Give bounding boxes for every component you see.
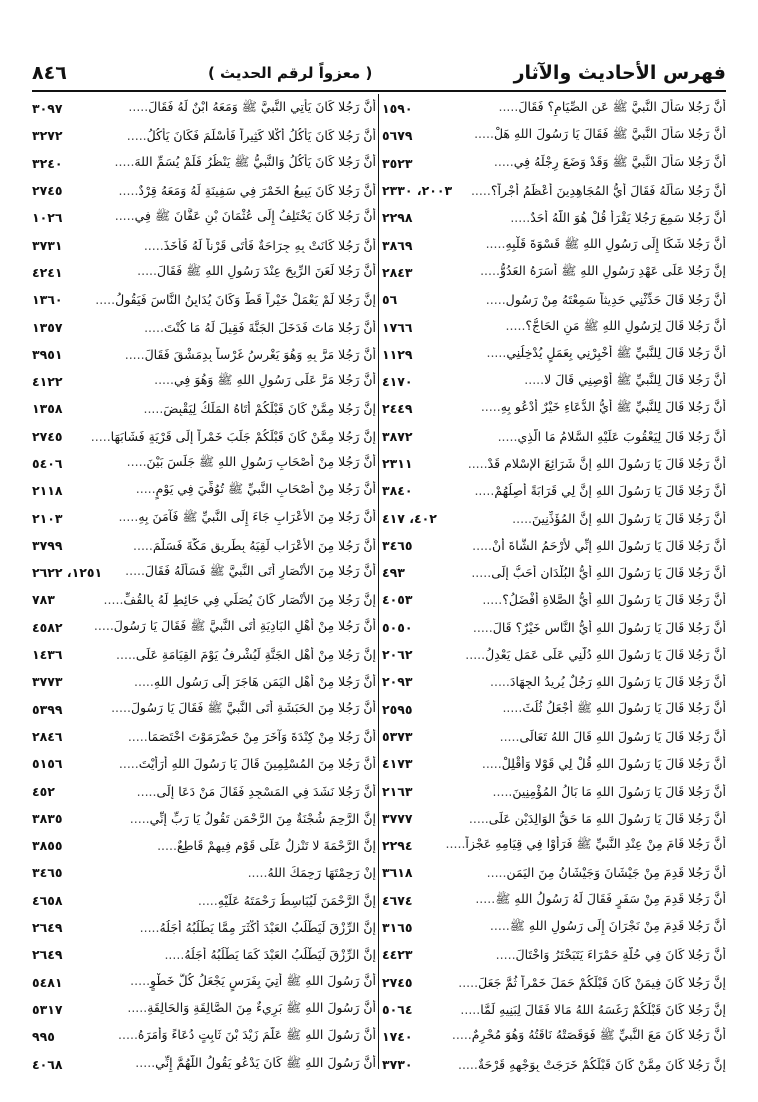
index-entry (32, 696, 376, 723)
entry-ref-number: ٣٨٦٩ (382, 237, 413, 253)
index-entry (32, 286, 376, 313)
index-entry (32, 341, 376, 368)
index-entry (382, 859, 726, 886)
entry-text: إنَّ الرَّحْمَةَ لا تَنْزِلُ عَلَى قَوْمٍ فِيهِمْ قَاطِعٌ ..... (69, 838, 376, 853)
entry-text: أنَّ رَجُلا مِنْ أَصْحَابِ النَّبيِّ ﷺ تُوُفِّيَ فِي يَوْمٍ ..... (69, 481, 376, 500)
index-entry (382, 832, 726, 859)
entry-text: أنَّ رَجُلا مَرَّ عَلَى رَسُولِ اللهِ ﷺ وَهُوَ فِي ..... (69, 372, 376, 391)
page-title: فهرس الأحاديث والآثار (513, 62, 726, 84)
entry-text: أنَّ رَجُلا قَالَ يَا رَسُولَ اللهِ أَيُّ النَّاسِ خَيْرٌ؟ قَالَ ..... (419, 620, 726, 635)
entry-text: أنَّ رَسُولَ اللهِ ﷺ كَانَ يَدْعُو يَقُولُ اللَّهُمَّ إِنِّي ..... (69, 1055, 376, 1074)
index-entry (382, 231, 726, 258)
entry-text: إنَّ رَجُلا كَانَ فِيمَنْ كَانَ قَبْلَكُمْ حَمَلَ خَمْراً ثُمَّ جَعَلَ ..... (419, 975, 726, 990)
entry-ref-number: ٣٢٧٢ (32, 128, 63, 144)
entry-ref-number: ٢٤٤٩ (382, 401, 413, 417)
entry-ref-number: ٤٦٧٤ (382, 892, 413, 908)
entry-text: أنَّ رَجُلا نَشَدَ فِي المَسْجِدِ فَقَالَ مَنْ دَعَا إِلَى ..... (61, 784, 376, 799)
entry-text: أنَّ رَجُلا كَانَ فِي حُلَّةٍ حَمْرَاءَ يَتَبَخْتَرُ وَاخْتَالَ ..... (419, 947, 726, 962)
index-entry (382, 887, 726, 914)
entry-text: أنَّ رَجُلا كَانَ يَأْكُلُ أَكْلا كَثِيراً فَأَسْلَمَ فَكَانَ يَأْكُلُ ..... (69, 128, 376, 143)
entry-ref-number: ٥٤٠٦ (32, 456, 63, 471)
entry-text: أنَّ رَجُلا سَأَلَ النَّبيَّ ﷺ عَن الصِّيَامِ؟ فَقَالَ ..... (419, 99, 726, 118)
entry-text: أنَّ رَجُلا كَانَ يَأْتِي النَّبيَّ ﷺ وَمَعَهُ ابْنٌ لَهُ فَقَالَ ..... (69, 99, 376, 118)
entry-ref-number: ٢٣١١ (382, 456, 413, 471)
entry-ref-number: ٢١١٨ (32, 483, 63, 499)
entry-ref-number: ٩٩٥ (32, 1029, 55, 1045)
entry-text: أنَّ رَجُلا مِنْ أَصْحَابِ رَسُولِ اللهِ ﷺ جَلَسَ بَيْنَ ..... (69, 454, 376, 473)
entry-ref-number: ٤٦٥٨ (32, 892, 63, 908)
header-rule (32, 90, 726, 92)
index-entry (32, 832, 376, 859)
entry-text: أنَّ رَجُلا قَالَ لِلنَّبيِّ ﷺ أَوْصِنِي قَالَ لا ..... (419, 372, 726, 391)
entry-ref-number: ١٢٥١، ٢٦٢٢ (32, 565, 103, 581)
index-entry (382, 477, 726, 504)
entry-ref-number: ٣١٦٥ (382, 920, 413, 936)
index-entry (32, 177, 376, 204)
index-entry (382, 1023, 726, 1050)
entry-ref-number: ٢٨٤٣ (382, 264, 413, 280)
entry-text: أنَّ رَجُلا قَالَ يَا رَسُولَ اللهِ دُلَّنِي عَلَى عَمَلٍ يَعْدِلُ ..... (419, 647, 726, 662)
entry-text: إنَّ الرِّزْقَ لَيَطْلُبُ العَبْدَ كَمَا يَطْلُبُهُ أَجَلُهُ ..... (69, 947, 376, 962)
index-entry (382, 368, 726, 395)
entry-text: أنَّ رَجُلا مَاتَ فَدَخَلَ الجَنَّةَ فَقِيلَ لَهُ مَا كُنْتَ ..... (69, 320, 376, 335)
entry-ref-number: ٤٠٦٨ (32, 1056, 63, 1072)
index-entry (32, 1023, 376, 1050)
index-entry (382, 204, 726, 231)
entry-text: إنْ رَحِمْتَهَا رَحِمَكَ اللهُ ..... (69, 865, 376, 880)
index-entry (32, 450, 376, 477)
entry-text: أنَّ رَجُلا لَعَنَ الرِّيحَ عِنْدَ رَسُولِ اللهِ ﷺ فَقَالَ ..... (69, 263, 376, 282)
index-entry (32, 859, 376, 886)
entry-text: إنَّ رَجُلا مِمَّنْ كَانَ قَبْلَكُمْ أَتَاهُ المَلَكُ لِيَقْبِضَ ..... (69, 401, 376, 416)
entry-text: أنَّ رَجُلا مِنَ المُسْلِمِينَ قَالَ يَا رَسُولَ اللهِ أَرَأَيْتَ ..... (69, 756, 376, 771)
page-header (32, 58, 726, 88)
entry-ref-number: ٣٨٧٢ (382, 428, 413, 444)
entry-ref-number: ٣٧٩٩ (32, 537, 63, 553)
entry-text: أنَّ رَجُلا قَالَ يَا رَسُولَ اللهِ إِنَّ لِي قَرَابَةً أَصِلُهُمْ ..... (419, 483, 726, 498)
index-entry (382, 177, 726, 204)
entry-ref-number: ١٥٩٠ (382, 101, 413, 117)
entry-ref-number: ٣٢٤٠ (32, 155, 63, 171)
index-entry (32, 805, 376, 832)
entry-ref-number: ٥٦ (382, 292, 398, 308)
entry-text: أنَّ رَجُلا قَالَ يَا رَسُولَ اللهِ إِنَّ شَرَائِعَ الإِسْلامِ قَدْ ..... (419, 456, 726, 471)
index-entry (32, 95, 376, 122)
entry-ref-number: ١٧٦٦ (382, 319, 413, 335)
entry-ref-number: ٢٧٤٥ (32, 183, 63, 199)
entry-text: إنَّ رَجُلا عَلَى عَهْدِ رَسُولِ اللهِ ﷺ أَسَرَهُ العَدُوُّ ..... (419, 263, 726, 282)
index-entry (32, 668, 376, 695)
entry-text: أنَّ رَجُلا مِنَ الأَنْصَارِ أَتَى النَّبيَّ ﷺ فَسَأَلَهُ فَقَالَ ..... (108, 563, 376, 582)
entry-text: أنَّ رَجُلا شَكَا إِلَى رَسُولِ اللهِ ﷺ قَسْوَةَ قَلْبِهِ ..... (419, 236, 726, 255)
index-entry (382, 750, 726, 777)
entry-ref-number: ٣٧٣١ (32, 237, 63, 253)
index-entry (382, 313, 726, 340)
index-entry (382, 668, 726, 695)
entry-text: أنَّ رَجُلا قَالَ يَا رَسُولَ اللهِ قَالَ اللهُ تَعَالَى ..... (419, 729, 726, 744)
entry-text: أنَّ رَجُلا قَالَ يَا رَسُولَ اللهِ مَا بَالُ المُؤْمِنِينَ ..... (419, 784, 726, 799)
entry-text: أنَّ رَسُولَ اللهِ ﷺ عَلَّمَ زَيْدَ بْنَ ثَابِتٍ دُعَاءً وَأَمَرَهُ ..... (61, 1027, 376, 1046)
index-entry (32, 641, 376, 668)
index-entry (32, 996, 376, 1023)
entry-ref-number: ٣٤٦٥ (32, 865, 63, 881)
index-entry (382, 504, 726, 531)
index-entry (382, 1050, 726, 1077)
entry-text: أنَّ رَجُلا مَرَّ بِهِ وَهُوَ يَغْرِسُ غَرْساً بِدِمَشْقَ فَقَالَ ..... (69, 347, 376, 362)
entry-text: أنَّ رَجُلا قَالَ لِلنَّبيِّ ﷺ أَخْبِرْنِي بِعَمَلٍ يُدْخِلُنِي ..... (419, 345, 726, 364)
entry-text: أنَّ رَجُلا قَالَ يَا رَسُولَ اللهِ قُلْ لِي قَوْلا وَأَقْلِلْ ..... (419, 756, 726, 771)
entry-text: إنَّ الرَّحِمَ شُجْنَةٌ مِنَ الرَّحْمَنِ تَقُولُ يَا رَبِّ إِنِّي ..... (69, 811, 376, 826)
entry-text: أنَّ رَجُلا سَأَلَ النَّبيَّ ﷺ فَقَالَ يَا رَسُولَ اللهِ هَلْ ..... (419, 126, 726, 145)
entry-text: أنَّ رَجُلا مِنَ الحَبَشَةِ أَتَى النَّبيَّ ﷺ فَقَالَ يَا رَسُولَ ..... (69, 700, 376, 719)
entry-ref-number: ٥١٥٦ (32, 756, 63, 772)
entry-ref-number: ٢٧٤٥ (32, 428, 63, 444)
entry-ref-number: ٢١٠٣ (32, 510, 63, 526)
entry-text: أنَّ رَجُلا قَدِمَ مِنْ جَيْشَانَ وَجَيْشَانُ مِنَ اليَمَنِ ..... (419, 865, 726, 880)
index-entry (32, 941, 376, 968)
entry-ref-number: ٣٤٦٥ (382, 537, 413, 553)
entry-ref-number: ٢٦٤٩ (32, 920, 63, 936)
entry-text: أنَّ رَجُلا كَانَ يَخْتَلِفُ إِلَى عُثْمَانَ بْنِ عَفَّانَ ﷺ فِي ..... (69, 208, 376, 227)
entry-text: أنَّ رَجُلا كَانَ يَبِيعُ الخَمْرَ فِي سَفِينَةٍ لَهُ وَمَعَهُ قِرْدٌ ..... (69, 183, 376, 198)
entry-ref-number: ٤٥٨٢ (32, 619, 63, 635)
entry-ref-number: ٧٨٣ (32, 592, 55, 608)
entry-ref-number: ٢٠٠٣، ٢٣٣٠ (382, 183, 453, 199)
entry-ref-number: ٤٩٣ (382, 565, 405, 581)
entry-text: إنَّ رَجُلا مِنْ أَهْلِ الجَنَّةِ لَيُشْرِفُ يَوْمَ القِيَامَةِ عَلَى ..... (69, 647, 376, 662)
entry-text: إنَّ الرِّزْقَ لَيَطْلُبُ العَبْدَ أَكْثَرَ مِمَّا يَطْلُبُهُ أَجَلُهُ ..... (69, 920, 376, 935)
entry-ref-number: ٣٦١٨ (382, 865, 413, 881)
entry-text: أنَّ رَجُلا سَمِعَ رَجُلا يَقْرَأُ قُلْ هُوَ اللَّهُ أَحَدٌ ..... (419, 210, 726, 225)
entry-text: أنَّ رَسُولَ اللهِ ﷺ بَرِيءٌ مِنَ الصَّالِقَةِ وَالحَالِقَةِ ..... (69, 1000, 376, 1019)
entry-text: إنَّ رَجُلا مِمَّنْ كَانَ قَبْلَكُمْ جَلَبَ خَمْراً إِلَى قَرْيَةٍ فَشَابَهَا ..... (69, 429, 376, 444)
index-entry (32, 614, 376, 641)
entry-ref-number: ٣٧٧٣ (32, 674, 63, 690)
entry-text: أنَّ رَجُلا مِنْ أَهْلِ اليَمَنِ هَاجَرَ إِلَى رَسُولِ اللهِ ..... (69, 674, 376, 689)
entry-ref-number: ٢١٦٣ (382, 783, 413, 799)
index-entry (382, 395, 726, 422)
entry-ref-number: ٢٢٩٨ (382, 210, 413, 226)
index-entry (32, 259, 376, 286)
entry-ref-number: ١٧٤٠ (382, 1029, 413, 1045)
index-entry (32, 586, 376, 613)
entry-text: أنَّ رَجُلا قَالَ لِلنَّبيِّ ﷺ أَيُّ الدُّعَاءِ خَيْرٌ أَدْعُو بِهِ ..... (419, 399, 726, 418)
index-entry (32, 750, 376, 777)
index-entry (382, 777, 726, 804)
page-number: ٨٤٦ (32, 62, 67, 84)
index-entry (382, 941, 726, 968)
entry-text: أنَّ رَجُلا مِنْ أَهْلِ البَادِيَةِ أَتَى النَّبيَّ ﷺ فَقَالَ يَا رَسُولَ ..... (69, 618, 376, 637)
entry-ref-number: ١٤٣٦ (32, 647, 63, 663)
index-entry (32, 723, 376, 750)
index-entry (382, 259, 726, 286)
entry-text: أنَّ رَجُلا مِنْ كِنْدَةَ وَآخَرَ مِنْ حَضْرَمَوْتَ اخْتَصَمَا ..... (69, 729, 376, 744)
entry-ref-number: ٥٦٧٩ (382, 128, 413, 144)
entry-ref-number: ٣٨٣٥ (32, 810, 63, 826)
index-entry (382, 122, 726, 149)
entry-ref-number: ٥٤٨١ (32, 974, 63, 990)
index-entry (32, 122, 376, 149)
entry-ref-number: ٤٠٢، ٤١٧ (382, 510, 437, 526)
entry-ref-number: ٣٠٩٧ (32, 101, 63, 117)
entry-text: أنَّ رَجُلا قَالَ يَا رَسُولَ اللهِ رَجُلٌ يُرِيدُ الجِهَادَ ..... (419, 674, 726, 689)
entry-ref-number: ٥٠٦٤ (382, 1001, 413, 1017)
index-entry (382, 341, 726, 368)
entry-text: أنَّ رَجُلا مِنَ الأَعْرَابِ جَاءَ إِلَى النَّبيِّ ﷺ فَآمَنَ بِهِ ..... (69, 509, 376, 528)
entry-text: إنَّ رَجُلا كَانَ مِمَّنْ كَانَ قَبْلَكُمْ خَرَجَتْ بِوَجْهِهِ قَرْحَةٌ ..... (419, 1057, 726, 1072)
index-entry (382, 559, 726, 586)
entry-ref-number: ٣٧٧٧ (382, 810, 413, 826)
entry-text: إنَّ الرَّحْمَنَ لَيُبَاسِطُ رَحْمَتَهُ عَلَيْهِ ..... (69, 893, 376, 908)
entry-ref-number: ٤١٢٢ (32, 374, 63, 390)
entry-text: أنَّ رَجُلا قَدِمَ مِنْ سَفَرٍ فَقَالَ لَهُ رَسُولُ اللهِ ﷺ ..... (419, 891, 726, 910)
entry-text: أنَّ رَجُلا قَالَ يَا رَسُولَ اللهِ أَيُّ الصَّلاةِ أَفْضَلُ؟ ..... (419, 592, 726, 607)
entry-ref-number: ٣٨٤٠ (382, 483, 413, 499)
entry-ref-number: ١١٢٩ (382, 346, 413, 362)
entry-text: أنَّ رَجُلا قَدِمَ مِنْ نَجْرَانَ إِلَى رَسُولِ اللهِ ﷺ ..... (419, 918, 726, 937)
entry-text: أنَّ رَجُلا قَالَ يَا رَسُولَ اللهِ إِنَّ المُؤَذِّنِينَ ..... (443, 511, 726, 526)
entry-ref-number: ٢٦٤٩ (32, 947, 63, 963)
entry-ref-number: ٥٣٩٩ (32, 701, 63, 717)
entry-ref-number: ٥٣٧٣ (382, 728, 413, 744)
right-column (382, 95, 726, 1078)
entry-ref-number: ٤١٧٣ (382, 756, 413, 772)
index-entry (32, 477, 376, 504)
column-divider (378, 94, 379, 1069)
entry-ref-number: ٣٩٥١ (32, 346, 63, 362)
entry-text: أنَّ رَجُلا قَالَ لِرَسُولِ اللهِ ﷺ مَنِ الحَاجُّ؟ ..... (419, 318, 726, 337)
entry-ref-number: ٢٧٤٥ (382, 974, 413, 990)
index-entry (32, 532, 376, 559)
entry-ref-number: ٣٧٣٠ (382, 1056, 413, 1072)
index-entry (382, 723, 726, 750)
index-entry (382, 286, 726, 313)
entry-ref-number: ٢٨٤٦ (32, 728, 63, 744)
entry-text: أنَّ رَسُولَ اللهِ ﷺ أُتِيَ بِفَرَسٍ يَجْعَلُ كُلَّ خَطْوٍ ..... (69, 973, 376, 992)
index-entry (32, 914, 376, 941)
entry-ref-number: ٤٠٥٣ (382, 592, 413, 608)
index-entry (382, 423, 726, 450)
left-column (32, 95, 376, 1078)
entry-text: أنَّ رَجُلا قَالَ حَدِّثْنِي حَدِيثاً سَمِعْتَهُ مِنْ رَسُولِ ..... (403, 292, 726, 307)
entry-ref-number: ١٠٢٦ (32, 210, 63, 226)
index-entry (382, 450, 726, 477)
entry-text: أنَّ رَجُلا قَالَ يَا رَسُولَ اللهِ ﷺ أَجْعَلُ ثُلُثَ ..... (419, 700, 726, 719)
entry-text: أنَّ رَجُلا قَالَ يَا رَسُولَ اللهِ أَيُّ البُلْدَانِ أَحَبُّ إِلَى ..... (411, 565, 726, 580)
index-entry (382, 996, 726, 1023)
index-entry (32, 204, 376, 231)
entry-text: إنَّ رَجُلا كَانَ قَبْلَكُمْ رَغَسَهُ اللهُ مَالا فَقَالَ لِبَنِيهِ لَمَّا ..... (419, 1002, 726, 1017)
index-entry (32, 423, 376, 450)
entry-text: أنَّ رَجُلا قَالَ يَا رَسُولَ اللهِ مَا حَقُّ الوَالِدَيْنِ عَلَى ..... (419, 811, 726, 826)
entry-ref-number: ١٣٥٧ (32, 319, 63, 335)
entry-text: أنَّ رَجُلا مِنَ الأَعْرَابِ لَقِيَهُ بِطَرِيقِ مَكَّةَ فَسَلَّمَ ..... (69, 538, 376, 553)
entry-text: أنَّ رَجُلا كَانَ يَأْكُلُ وَالنَّبيُّ ﷺ يَنْظُرُ فَلَمْ يُسَمِّ اللهَ ..... (69, 154, 376, 173)
index-entry (32, 1050, 376, 1077)
index-entry (32, 150, 376, 177)
entry-ref-number: ٤١٧٠ (382, 374, 413, 390)
index-entry (32, 559, 376, 586)
entry-text: أنَّ رَجُلا كَانَتْ بِهِ جِرَاحَةٌ فَأَتَى قَرْناً لَهُ فَأَخَذَ ..... (69, 238, 376, 253)
entry-ref-number: ١٣٥٨ (32, 401, 63, 417)
entry-text: أنَّ رَجُلا قَامَ مِنْ عِنْدِ النَّبيِّ ﷺ فَرَأَوْا فِي قِيَامِهِ عَجْزاً ..... (419, 836, 726, 855)
entry-ref-number: ٢٥٩٥ (382, 701, 413, 717)
index-entry (32, 395, 376, 422)
entry-text: أنَّ رَجُلا قَالَ لِيَعْقُوبَ عَلَيْهِ السَّلامُ مَا الَّذِي ..... (419, 429, 726, 444)
index-entry (382, 641, 726, 668)
page-subtitle: ( معزواً لرقم الحديث ) (207, 64, 373, 82)
entry-text: أنَّ رَجُلا سَأَلَهُ فَقَالَ أَيُّ المُجَاهِدِينَ أَعْظَمُ أَجْراً؟ ..... (458, 183, 726, 198)
index-entry (32, 777, 376, 804)
entry-text: أنَّ رَجُلا سَأَلَ النَّبيَّ ﷺ وَقَدْ وَضَعَ رِجْلَهُ فِي ..... (419, 154, 726, 173)
entry-text: أنَّ رَجُلا قَالَ يَا رَسُولَ اللهِ إِنِّي لأَرْحَمُ الشَّاةَ أَنْ ..... (419, 538, 726, 553)
entry-ref-number: ١٣٦٠ (32, 292, 63, 308)
index-entry (382, 914, 726, 941)
entry-ref-number: ٤٤٢٣ (382, 947, 413, 963)
index-entry (382, 969, 726, 996)
index-entry (32, 504, 376, 531)
entry-ref-number: ٣٥٢٣ (382, 155, 413, 171)
entry-ref-number: ٤٢٤١ (32, 264, 63, 280)
index-entry (382, 150, 726, 177)
entry-ref-number: ٤٥٢ (32, 783, 55, 799)
index-entry (32, 969, 376, 996)
entry-ref-number: ٥٣١٧ (32, 1001, 63, 1017)
index-entry (32, 313, 376, 340)
index-entry (382, 696, 726, 723)
entry-ref-number: ٥٠٥٠ (382, 619, 413, 635)
index-entry (382, 95, 726, 122)
index-entry (382, 614, 726, 641)
entry-ref-number: ٢٠٩٣ (382, 674, 413, 690)
entry-ref-number: ٣٨٥٥ (32, 838, 63, 854)
index-entry (32, 887, 376, 914)
index-entry (382, 805, 726, 832)
index-entry (32, 368, 376, 395)
entry-ref-number: ٢٢٩٤ (382, 838, 413, 854)
index-entry (382, 532, 726, 559)
entry-ref-number: ٢٠٦٢ (382, 647, 413, 663)
entry-text: إنَّ رَجُلا لَمْ يَعْمَلْ خَيْراً قَطُّ وَكَانَ يُدَايِنُ النَّاسَ فَيَقُولُ ..... (69, 292, 376, 307)
entry-text: أنَّ رَجُلا كَانَ مَعَ النَّبيِّ ﷺ فَوَقَصَتْهُ نَاقَتُهُ وَهُوَ مُحْرِمٌ ..... (419, 1027, 726, 1046)
index-entry (32, 231, 376, 258)
entry-text: إنَّ رَجُلا مِنَ الأَنْصَارِ كَانَ يُصَلِّي فِي حَائِطٍ لَهُ بِالقُفِّ ..... (61, 592, 376, 607)
index-entry (382, 586, 726, 613)
